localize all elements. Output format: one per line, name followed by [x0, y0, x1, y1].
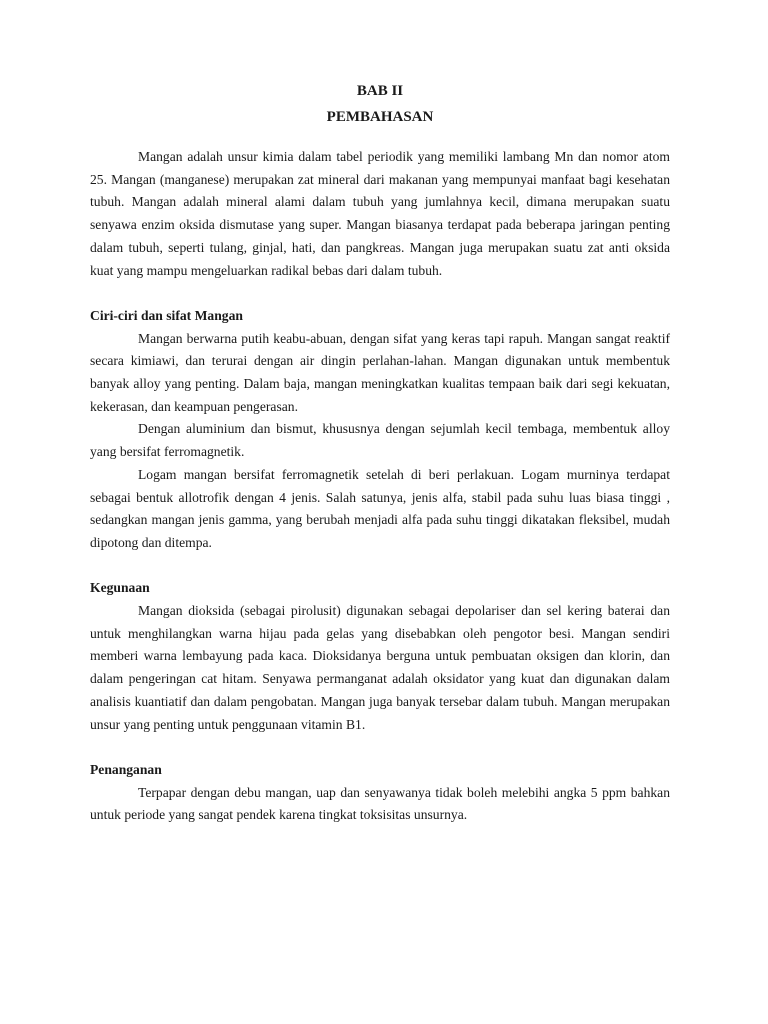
paragraph: Dengan aluminium dan bismut, khususnya dengan sejumlah kecil tembaga, membentuk alloy yang bersifat ferromagnetik. — [90, 421, 670, 460]
chapter-title: PEMBAHASAN — [326, 109, 434, 125]
chapter-number: BAB II — [356, 83, 404, 99]
intro-paragraph: Mangan adalah unsur kimia dalam tabel periodik yang memiliki lambang Mn dan nomor atom 25. Mangan (manganese) merupakan zat mineral dari makanan yang mempunyai manfaat bagi kesehatan tubuh. Mangan adalah mineral alami dalam tubuh yang jumlahnya kecil, dimana merupakan suatu senyawa enzim oksida dismutase yang super. Mangan biasanya terdapat pada beberapa jaringan penting dalam tubuh, seperti tulang, ginjal, hati, dan pangkreas. Mangan juga merupakan suatu zat anti oksida kuat yang mampu mengeluarkan radikal bebas dari dalam tubuh. — [90, 149, 670, 278]
paragraph: Terpapar dengan debu mangan, uap dan senyawanya tidak boleh melebihi angka 5 ppm bahkan untuk periode yang sangat pendek karena tingkat toksisitas unsurnya. — [90, 784, 670, 823]
section-heading: Kegunaan — [90, 580, 150, 596]
document-page — [90, 78, 670, 827]
section-heading: Penanganan — [90, 761, 162, 777]
paragraph: Mangan dioksida (sebagai pirolusit) digunakan sebagai depolariser dan sel kering baterai dan untuk menghilangkan warna hijau pada gelas yang disebabkan oleh pengotor besi. Mangan sendiri memberi warna lembayung pada kaca. Dioksidanya berguna untuk pembuatan oksigen dan klorin, dan dalam pengeringan cat hitam. Senyawa permanganat adalah oksidator yang kuat dan digunakan dalam analisis kuantiatif dan dalam pengobatan. Mangan juga banyak tersebar dalam tubuh. Mangan merupakan unsur yang penting untuk penggunaan vitamin B1. — [90, 603, 670, 732]
paragraph: Mangan berwarna putih keabu-abuan, dengan sifat yang keras tapi rapuh. Mangan sangat reaktif secara kimiawi, dan terurai dengan air dingin perlahan-lahan. Mangan digunakan untuk membentuk banyak alloy yang penting. Dalam baja, mangan meningkatkan kualitas tempaan baik dari segi kekuatan, kekerasan, dan keampuan pengerasan. — [90, 330, 670, 414]
section-heading: Ciri-ciri dan sifat Mangan — [90, 307, 243, 323]
section-uses — [90, 577, 670, 736]
section-gap — [90, 555, 670, 578]
section-characteristics — [90, 305, 670, 555]
section-handling — [90, 759, 670, 827]
section-gap — [90, 736, 670, 759]
section-gap — [90, 282, 670, 305]
paragraph: Logam mangan bersifat ferromagnetik setelah di beri perlakuan. Logam murninya terdapat sebagai bentuk allotrofik dengan 4 jenis. Salah satunya, jenis alfa, stabil pada suhu luas biasa tinggi , sedangkan mangan jenis gamma, yang berubah menjadi alfa pada suhu tinggi dikatakan fleksibel, mudah dipotong dan ditempa. — [90, 466, 670, 550]
